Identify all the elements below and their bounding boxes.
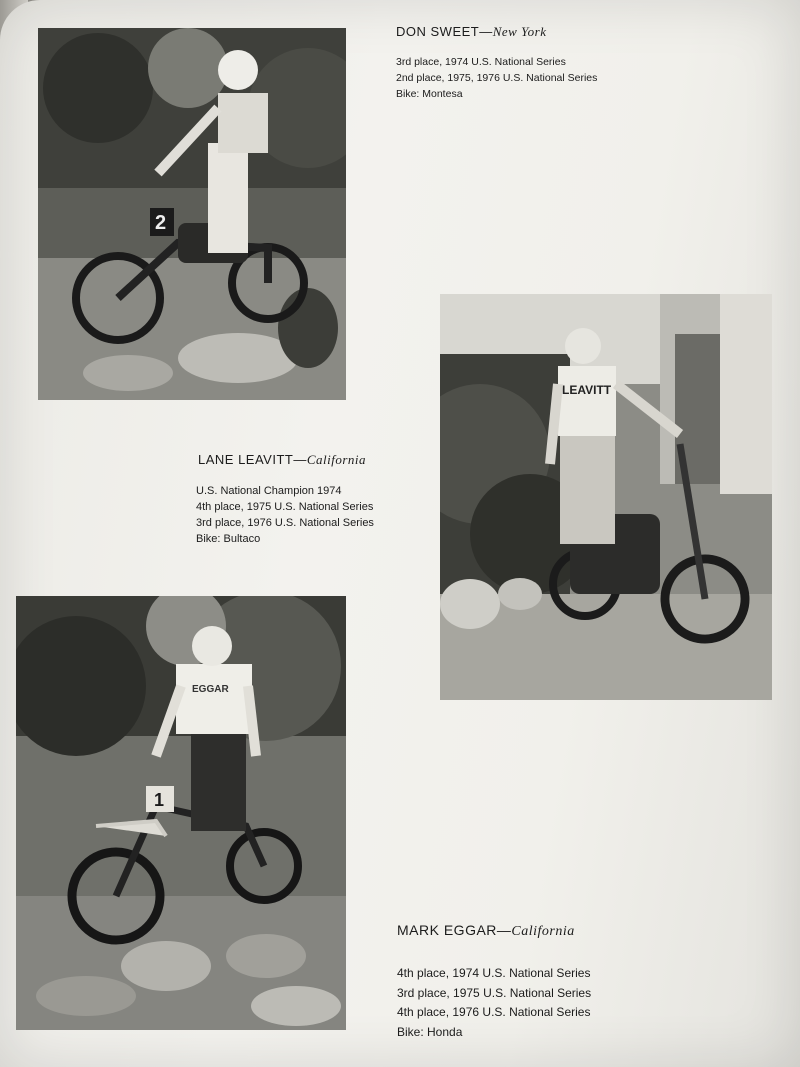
result-line: Bike: Honda — [397, 1024, 463, 1039]
result-line: 4th place, 1974 U.S. National Series — [397, 966, 591, 980]
result-line: 3rd place, 1976 U.S. National Series — [196, 517, 374, 529]
rider-state: California — [306, 452, 367, 467]
photo-lane-leavitt — [440, 294, 772, 700]
result-line: 4th place, 1975 U.S. National Series — [196, 501, 374, 513]
rider-name-lane-leavitt — [198, 452, 366, 468]
result-line: 2nd place, 1975, 1976 U.S. National Series — [396, 72, 598, 84]
rider-state: New York — [492, 24, 547, 39]
rider-name: LANE LEAVITT — [198, 452, 294, 467]
bib-text: EGGAR — [192, 684, 229, 695]
plate-number: 2 — [155, 212, 167, 234]
result-line: 3rd place, 1974 U.S. National Series — [396, 56, 566, 68]
rider-name-mark-eggar — [397, 922, 575, 940]
results-mark-eggar — [397, 964, 591, 1042]
result-line: Bike: Bultaco — [196, 533, 261, 545]
result-line: Bike: Montesa — [396, 88, 463, 100]
rider-name-don-sweet — [396, 24, 546, 40]
name-dash: — — [496, 922, 512, 938]
result-line: 3rd place, 1975 U.S. National Series — [397, 985, 592, 1000]
photo-mark-eggar — [16, 596, 346, 1030]
results-don-sweet — [396, 54, 597, 102]
plate-number: 1 — [154, 790, 165, 810]
rider-state: California — [511, 924, 575, 939]
result-line: 4th place, 1976 U.S. National Series — [397, 1005, 591, 1019]
rider-name: MARK EGGAR — [397, 922, 497, 938]
results-lane-leavitt — [196, 483, 374, 547]
rider-name: DON SWEET — [396, 24, 480, 39]
bib-text: LEAVITT — [562, 383, 612, 397]
result-line: U.S. National Champion 1974 — [196, 485, 342, 497]
name-dash: — — [293, 452, 307, 467]
name-dash: — — [479, 24, 493, 39]
photo-don-sweet — [38, 28, 346, 400]
